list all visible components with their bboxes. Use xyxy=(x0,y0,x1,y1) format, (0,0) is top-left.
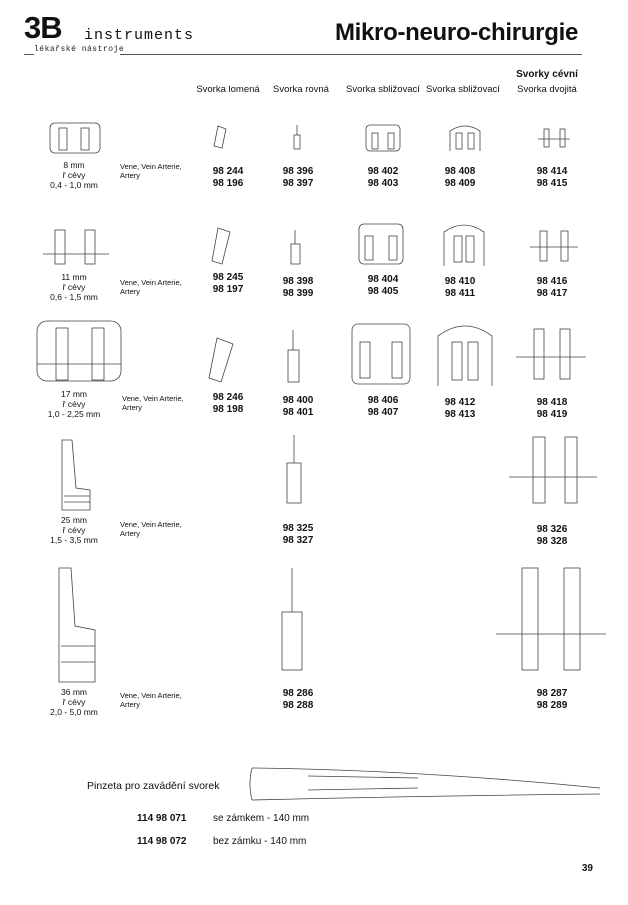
order-code: 98 402 98 403 xyxy=(367,166,399,189)
row-description: Vene, Vein Arterie, Artery xyxy=(122,394,184,412)
order-code: 98 408 98 409 xyxy=(444,166,476,189)
straight-clip-illustration xyxy=(289,230,303,266)
row-description: Vene, Vein Arterie, Artery xyxy=(120,162,182,180)
column-header-1: Svorka lomená xyxy=(196,84,260,95)
order-code: 98 406 98 407 xyxy=(367,395,399,418)
order-code: 98 326 98 328 xyxy=(536,524,568,547)
clip-size-illustration xyxy=(41,226,111,268)
row-description: Vene, Vein Arterie, Artery xyxy=(120,691,182,709)
double-clip-illustration xyxy=(530,229,578,265)
bent-clip-illustration xyxy=(210,124,232,150)
straight-clip-illustration xyxy=(285,435,305,505)
order-code: 98 245 98 197 xyxy=(212,272,244,295)
order-code: 98 412 98 413 xyxy=(444,397,476,420)
clip-size-illustration xyxy=(51,566,99,686)
row-description: Vene, Vein Arterie, Artery xyxy=(120,278,182,296)
order-code: 98 410 98 411 xyxy=(444,276,476,299)
order-code: 98 287 98 289 xyxy=(536,688,568,711)
header-rule-right xyxy=(120,54,582,55)
order-code: 98 246 98 198 xyxy=(212,392,244,415)
row-size: 8 mm ř cévy 0,4 - 1,0 mm xyxy=(50,160,98,190)
approximator-clip-illustration xyxy=(434,322,496,388)
row-size: 17 mm ř cévy 1,0 - 2,25 mm xyxy=(47,389,101,419)
brand-logo: 3B xyxy=(24,10,62,45)
bent-clip-illustration xyxy=(208,226,234,266)
double-clip-illustration xyxy=(516,327,586,385)
clip-size-illustration xyxy=(56,438,96,514)
order-code: 98 414 98 415 xyxy=(536,166,568,189)
straight-clip-illustration xyxy=(280,568,306,672)
row-description: Vene, Vein Arterie, Artery xyxy=(120,520,182,538)
approximator-clip-illustration xyxy=(446,123,484,153)
approximator-clip-illustration xyxy=(364,123,402,153)
order-code: 98 396 98 397 xyxy=(282,166,314,189)
brand-tagline: lékařské nástroje xyxy=(34,45,125,54)
row-size: 11 mm ř cévy 0,6 - 1,5 mm xyxy=(50,272,98,302)
forceps-description: bez zámku - 140 mm xyxy=(213,836,307,847)
straight-clip-illustration xyxy=(286,330,302,386)
order-code: 98 325 98 327 xyxy=(282,523,314,546)
column-header-5: Svorka dvojitá xyxy=(517,84,577,95)
double-clip-illustration xyxy=(509,435,597,507)
order-code: 98 244 98 196 xyxy=(212,166,244,189)
header-rule-left xyxy=(24,54,34,55)
row-size: 36 mm ř cévy 2,0 - 5,0 mm xyxy=(50,687,98,717)
order-code: 98 404 98 405 xyxy=(367,274,399,297)
brand-logo-subtitle: instruments xyxy=(84,27,195,44)
forceps-description: se zámkem - 140 mm xyxy=(213,813,310,824)
order-code: 98 416 98 417 xyxy=(536,276,568,299)
approximator-clip-illustration xyxy=(357,222,405,266)
order-code: 98 400 98 401 xyxy=(282,395,314,418)
page-title: Mikro-neuro-chirurgie xyxy=(334,19,578,46)
forceps-order-code: 114 98 071 xyxy=(137,813,187,824)
order-code: 98 398 98 399 xyxy=(282,276,314,299)
bent-clip-illustration xyxy=(205,336,237,386)
clip-size-illustration xyxy=(34,318,124,384)
double-clip-illustration xyxy=(538,125,572,151)
forceps-illustration xyxy=(248,764,604,802)
forceps-label: Pinzeta pro zavádění svorek xyxy=(87,780,220,792)
row-size: 25 mm ř cévy 1,5 - 3,5 mm xyxy=(50,515,98,545)
order-code: 98 286 98 288 xyxy=(282,688,314,711)
straight-clip-illustration xyxy=(292,125,302,151)
approximator-clip-illustration xyxy=(440,222,488,268)
order-code: 98 418 98 419 xyxy=(536,397,568,420)
double-clip-illustration xyxy=(496,566,606,674)
column-header-2: Svorka rovná xyxy=(273,84,329,95)
page-number: 39 xyxy=(581,863,593,874)
column-header-4: Svorka sbližovací xyxy=(426,84,500,95)
approximator-clip-illustration xyxy=(350,322,412,386)
column-header-3: Svorka sbližovací xyxy=(346,84,420,95)
forceps-order-code: 114 98 072 xyxy=(137,836,187,847)
clip-size-illustration xyxy=(47,120,107,156)
group-label: Svorky cévní xyxy=(516,69,578,80)
